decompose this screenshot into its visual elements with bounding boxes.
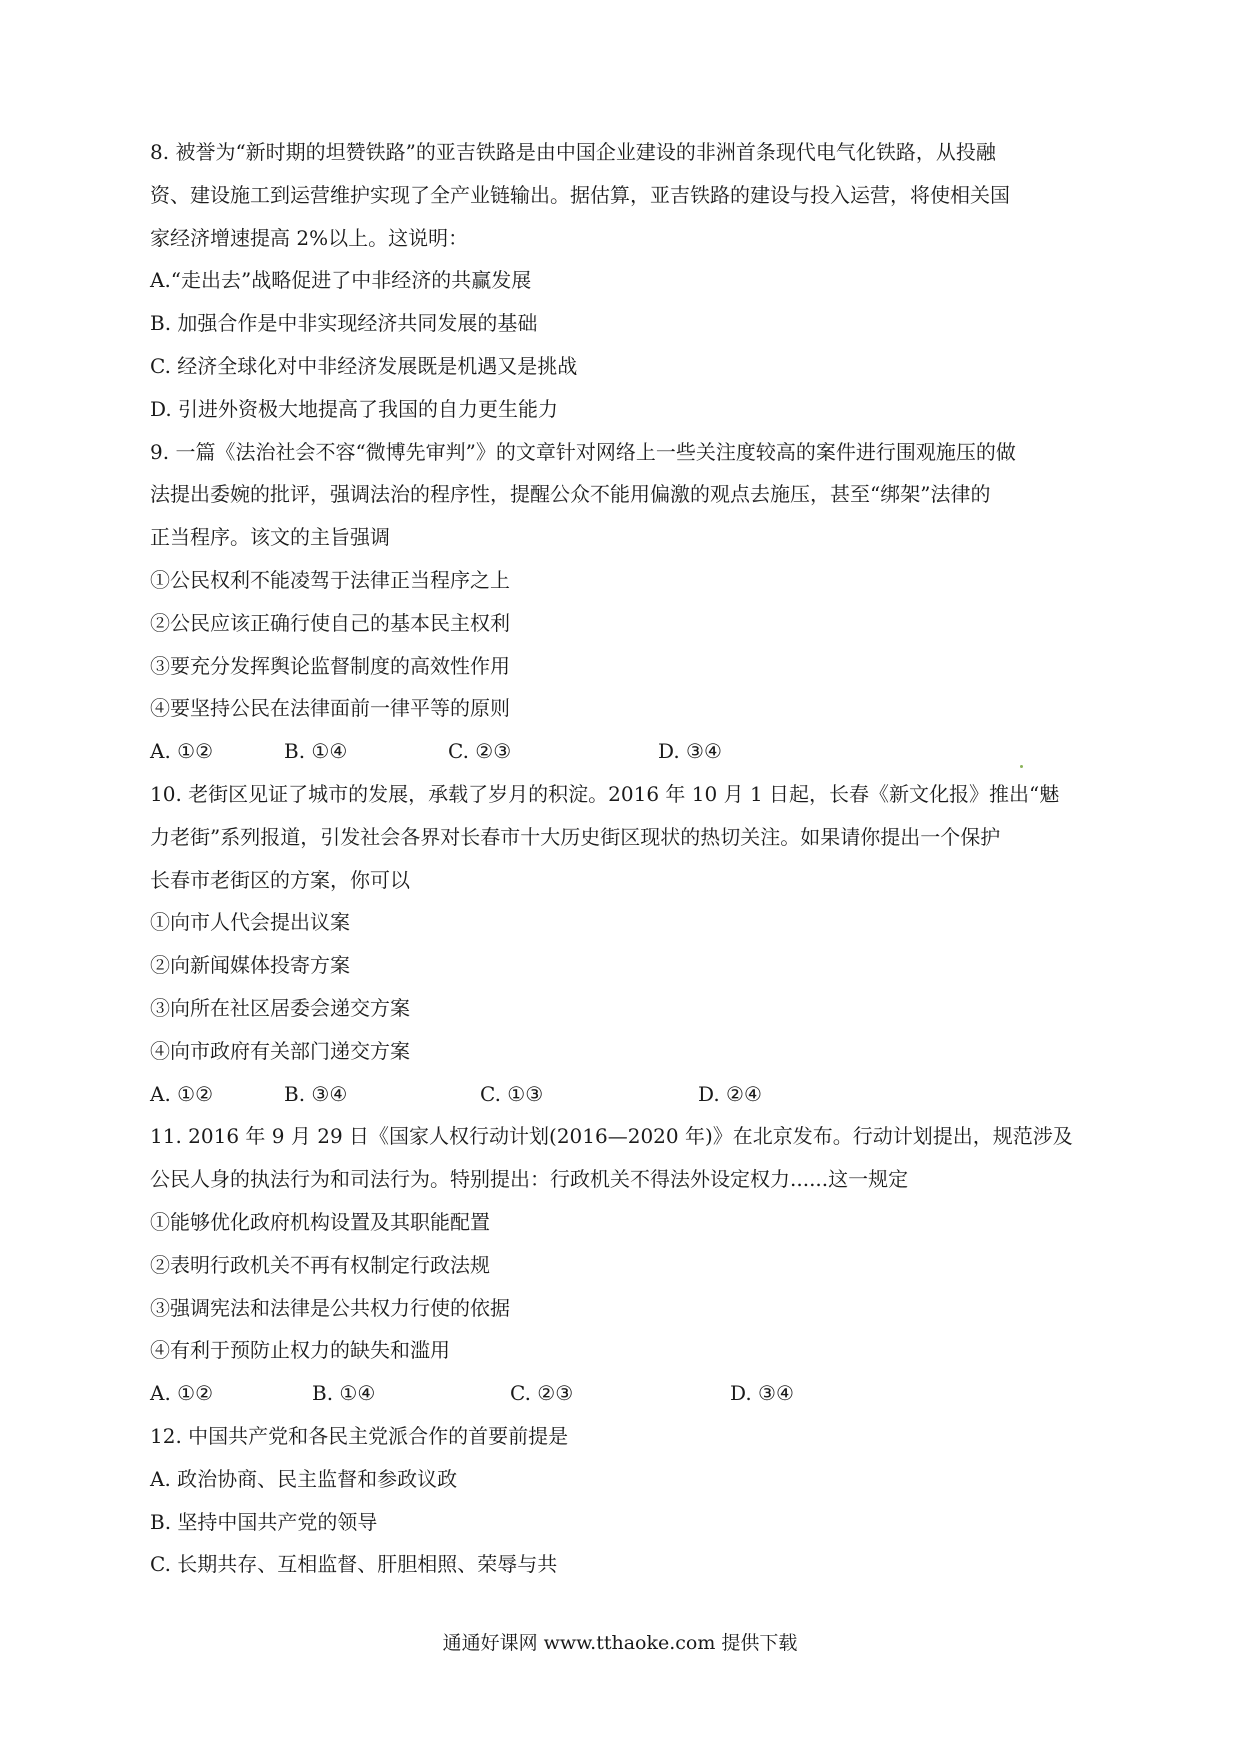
question-9-item-1: ①公民权利不能凌驾于法律正当程序之上 — [150, 567, 510, 592]
question-11-item-4: ④有利于预防止权力的缺失和滥用 — [150, 1338, 450, 1363]
question-10-item-2: ②向新闻媒体投寄方案 — [150, 953, 350, 978]
question-9-answer-a: A. ①② — [150, 739, 214, 764]
question-11-stem-line-2: 公民人身的执法行为和司法行为。特别提出：行政机关不得法外设定权力......这一规定 — [150, 1167, 909, 1192]
question-10-answer-b: B. ③④ — [284, 1081, 348, 1106]
question-8-option-a: A.“走出去”战略促进了中非经济的共赢发展 — [150, 268, 532, 293]
question-9-answer-b: B. ①④ — [284, 739, 348, 764]
question-10-item-1: ①向市人代会提出议案 — [150, 910, 350, 935]
question-8-stem-line-1: 8. 被誉为“新时期的坦赞铁路”的亚吉铁路是由中国企业建设的非洲首条现代电气化铁路，从投融 — [150, 140, 996, 164]
question-9-answer-d: D. ③④ — [658, 739, 722, 764]
question-9-stem-line-2: 法提出委婉的批评，强调法治的程序性，提醒公众不能用偏激的观点去施压，甚至“绑架”法律的 — [150, 482, 991, 507]
question-11-item-1: ①能够优化政府机构设置及其职能配置 — [150, 1209, 490, 1234]
question-9-item-2: ②公民应该正确行使自己的基本民主权利 — [150, 610, 510, 635]
question-9-stem-line-3: 正当程序。该文的主旨强调 — [150, 525, 390, 550]
question-8-option-b: B. 加强合作是中非实现经济共同发展的基础 — [150, 311, 538, 336]
question-10-answer-a: A. ①② — [150, 1081, 214, 1106]
question-8-stem-line-3: 家经济增速提高 2%以上。这说明： — [150, 225, 469, 250]
question-11-item-2: ②表明行政机关不再有权制定行政法规 — [150, 1252, 490, 1277]
question-11-answer-b: B. ①④ — [312, 1381, 376, 1406]
question-11-answer-a: A. ①② — [150, 1381, 214, 1406]
question-11-answer-c: C. ②③ — [510, 1381, 574, 1406]
exam-page — [150, 140, 1110, 1595]
question-10-answer-c: C. ①③ — [480, 1081, 544, 1106]
question-9-answers — [150, 739, 1110, 763]
question-8-option-c: C. 经济全球化对中非经济发展既是机遇又是挑战 — [150, 353, 578, 378]
question-12 — [150, 1424, 1110, 1576]
question-9-stem-line-1: 9. 一篇《法治社会不容“微博先审判”》的文章针对网络上一些关注度较高的案件进行围观施压的做 — [150, 439, 1016, 464]
scan-speck — [1020, 765, 1023, 768]
question-12-stem-line-1: 12. 中国共产党和各民主党派合作的首要前提是 — [150, 1423, 569, 1448]
question-12-option-a: A. 政治协商、民主监督和参政议政 — [150, 1466, 458, 1491]
page-footer: 通通好课网 www.tthaoke.com 提供下载 — [442, 1632, 798, 1654]
question-10 — [150, 782, 1110, 1106]
question-10-item-4: ④向市政府有关部门递交方案 — [150, 1038, 410, 1063]
question-12-option-b: B. 坚持中国共产党的领导 — [150, 1509, 378, 1534]
question-10-item-3: ③向所在社区居委会递交方案 — [150, 995, 410, 1020]
question-8-stem-line-2: 资、建设施工到运营维护实现了全产业链输出。据估算，亚吉铁路的建设与投入运营，将使相关国 — [150, 182, 1010, 207]
question-8 — [150, 140, 1110, 421]
question-8-option-d: D. 引进外资极大地提高了我国的自力更生能力 — [150, 396, 559, 421]
question-9-answer-c: C. ②③ — [448, 739, 512, 764]
question-9-item-4: ④要坚持公民在法律面前一律平等的原则 — [150, 696, 510, 721]
question-11-answer-d: D. ③④ — [730, 1381, 794, 1406]
question-9 — [150, 440, 1110, 764]
question-12-option-c: C. 长期共存、互相监督、肝胆相照、荣辱与共 — [150, 1552, 558, 1577]
question-10-stem-line-2: 力老街”系列报道，引发社会各界对长春市十大历史街区现状的热切关注。如果请你提出一个保护 — [150, 824, 1001, 849]
question-11 — [150, 1124, 1110, 1405]
question-10-answers — [150, 1082, 1110, 1106]
question-11-item-3: ③强调宪法和法律是公共权力行使的依据 — [150, 1295, 510, 1320]
question-10-answer-d: D. ②④ — [698, 1081, 762, 1106]
question-11-stem-line-1: 11. 2016 年 9 月 29 日《国家人权行动计划(2016—2020 年)》在北京发布。行动计划提出，规范涉及 — [150, 1124, 1073, 1149]
question-9-item-3: ③要充分发挥舆论监督制度的高效性作用 — [150, 653, 510, 678]
question-10-stem-line-1: 10. 老街区见证了城市的发展，承载了岁月的积淀。2016 年 10 月 1 日起，长春《新文化报》推出“魅 — [150, 781, 1060, 806]
question-11-answers — [150, 1381, 1110, 1405]
question-10-stem-line-3: 长春市老街区的方案，你可以 — [150, 867, 410, 892]
